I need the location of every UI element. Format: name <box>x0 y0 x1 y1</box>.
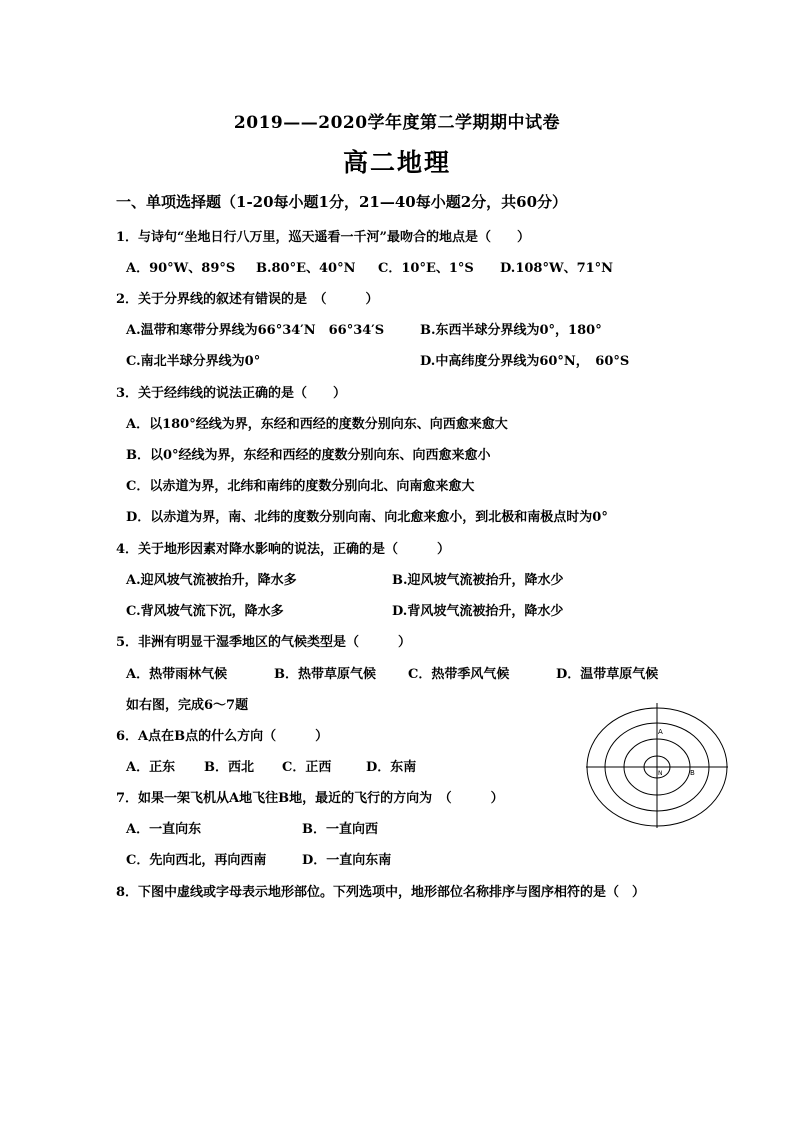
question-2-option-b: B.东西半球分界线为0°，180° <box>420 323 602 338</box>
question-1-option-c: C．10°E、1°S <box>378 261 474 276</box>
question-5-stem: 5．非洲有明显干湿季地区的气候类型是（ ） <box>116 635 412 650</box>
question-6-option-d: D．东南 <box>366 760 417 775</box>
question-3-option-a: A．以180°经线为界，东经和西经的度数分别向东、向西愈来愈大 <box>126 417 508 432</box>
polar-diagram <box>586 703 728 828</box>
question-3-option-d: D．以赤道为界，南、北纬的度数分别向南、向北愈来愈小，到北极和南极点时为0° <box>126 510 608 525</box>
question-6-stem: 6．A点在B点的什么方向（ ） <box>116 729 329 744</box>
question-3-option-c: C．以赤道为界，北纬和南纬的度数分别向北、向南愈来愈大 <box>126 479 475 494</box>
question-5-option-d: D．温带草原气候 <box>556 667 659 682</box>
question-5-option-b: B．热带草原气候 <box>274 667 376 682</box>
question-2-option-a: A.温带和寒带分界线为66°34′N 66°34′S <box>126 323 385 338</box>
question-1-option-a: A．90°W、89°S <box>126 261 236 276</box>
question-6-option-b: B．西北 <box>204 760 254 775</box>
diagram-label-n: N <box>658 770 663 777</box>
question-4-option-c: C.背风坡气流下沉，降水多 <box>126 604 284 619</box>
question-4-option-d: D.背风坡气流被抬升，降水少 <box>392 604 564 619</box>
question-7-stem: 7．如果一架飞机从A地飞往B地，最近的飞行的方向为 （ ） <box>116 791 504 806</box>
question-6-7-note: 如右图，完成6～7题 <box>126 698 249 713</box>
question-8-stem: 8．下图中虚线或字母表示地形部位。下列选项中，地形部位名称排序与图序相符的是（ ） <box>116 885 646 900</box>
diagram-label-a: A <box>658 728 663 736</box>
question-4-option-a: A.迎风坡气流被抬升，降水多 <box>126 573 297 588</box>
question-3-option-b: B．以0°经线为界，东经和西经的度数分别向东、向西愈来愈小 <box>126 448 491 463</box>
question-1-option-d: D.108°W、71°N <box>500 261 614 276</box>
question-6-option-a: A．正东 <box>126 760 176 775</box>
question-5-option-c: C．热带季风气候 <box>408 667 510 682</box>
question-2-stem: 2．关于分界线的叙述有错误的是 （ ） <box>116 292 379 307</box>
question-7-option-d: D．一直向东南 <box>302 853 392 868</box>
question-1-stem: 1．与诗句“坐地日行八万里，巡天遥看一千河”最吻合的地点是（ ） <box>116 230 531 245</box>
exam-subject: 高二地理 <box>342 148 451 177</box>
question-4-option-b: B.迎风坡气流被抬升，降水少 <box>392 573 564 588</box>
question-2-option-c: C.南北半球分界线为0° <box>126 354 261 369</box>
question-6-option-c: C．正西 <box>282 760 332 775</box>
question-4-stem: 4．关于地形因素对降水影响的说法，正确的是（ ） <box>116 542 451 557</box>
question-5-option-a: A．热带雨林气候 <box>126 667 228 682</box>
diagram-label-b: B <box>690 769 695 777</box>
question-7-option-c: C．先向西北，再向西南 <box>126 853 267 868</box>
question-7-option-a: A．一直向东 <box>126 822 202 837</box>
question-7-option-b: B．一直向西 <box>302 822 378 837</box>
question-2-option-d: D.中高纬度分界线为60°N， 60°S <box>420 354 630 369</box>
question-3-stem: 3．关于经纬线的说法正确的是（ ） <box>116 386 347 401</box>
exam-title: 2019——2020学年度第二学期期中试卷 <box>233 113 561 133</box>
section-heading: 一、单项选择题（1-20每小题1分，21—40每小题2分，共60分） <box>116 193 568 211</box>
question-1-option-b: B.80°E、40°N <box>256 261 356 276</box>
